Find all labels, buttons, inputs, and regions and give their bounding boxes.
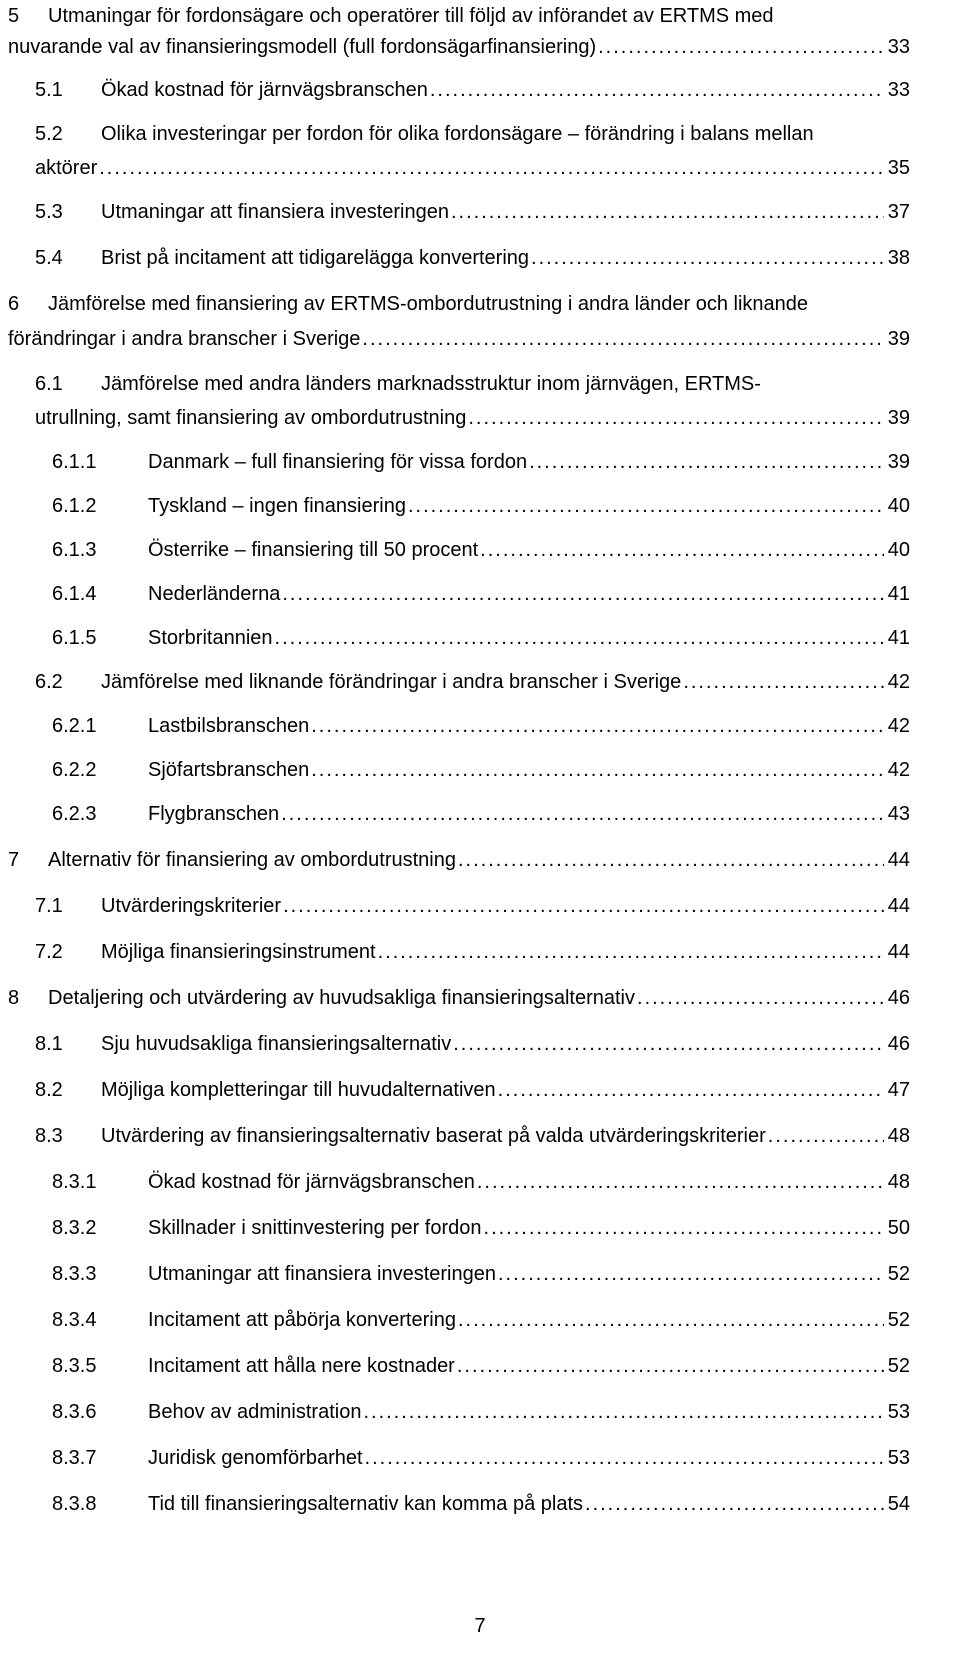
page-number-footer: 7	[474, 1615, 486, 1637]
toc-title: Behov av administration	[148, 1401, 362, 1423]
toc-title: Alternativ för finansiering av ombordutrustning	[48, 849, 456, 871]
toc-leader	[282, 580, 883, 608]
toc-number: 6.2.3	[52, 803, 97, 825]
toc-leader	[585, 1490, 884, 1518]
toc-leader	[468, 404, 883, 432]
toc-number: 6.2.2	[52, 759, 97, 781]
toc-page: 48	[887, 1171, 910, 1193]
toc-number: 8.3.3	[52, 1263, 97, 1285]
toc-leader	[275, 624, 884, 652]
toc-title: Österrike – finansiering till 50 procent	[148, 539, 479, 561]
toc-leader	[311, 712, 884, 740]
toc-leader	[378, 938, 884, 966]
toc-leader	[457, 1352, 884, 1380]
toc-page: 44	[887, 895, 910, 917]
toc-number: 8.3.6	[52, 1401, 97, 1423]
toc-number: 6.1.4	[52, 583, 97, 605]
toc-title: Danmark – full finansiering för vissa fordon	[148, 451, 528, 473]
toc-leader	[458, 1306, 884, 1334]
toc-leader	[529, 448, 884, 476]
toc-leader	[408, 492, 884, 520]
toc-number: 5.1	[35, 79, 63, 101]
toc-number: 5.2	[35, 123, 63, 145]
toc-title: Utmaningar att finansiera investeringen	[101, 201, 449, 223]
toc-title-line2: nuvarande val av finansieringsmodell (full fordonsägarfinansiering)	[8, 36, 597, 58]
toc-page: 39	[887, 328, 910, 350]
toc-page: 39	[887, 451, 910, 473]
toc-leader	[99, 154, 884, 182]
toc-title: Juridisk genomförbarhet	[148, 1447, 363, 1469]
toc-page: 44	[887, 849, 910, 871]
toc-title: Tid till finansieringsalternativ kan komma på plats	[148, 1493, 584, 1515]
toc-leader	[498, 1260, 884, 1288]
toc-title-line2: aktörer	[35, 157, 98, 179]
toc-page: 52	[887, 1263, 910, 1285]
toc-page: 33	[887, 79, 910, 101]
toc-page: 42	[887, 759, 910, 781]
toc-number: 8.3.5	[52, 1355, 97, 1377]
toc-leader	[281, 800, 884, 828]
toc-page: 52	[887, 1309, 910, 1331]
toc-number: 7.1	[35, 895, 63, 917]
toc-title: Utvärderingskriterier	[101, 895, 282, 917]
toc-number: 7	[8, 849, 20, 871]
toc-leader	[484, 1214, 884, 1242]
toc-page: 41	[887, 583, 910, 605]
toc-title-line1: Jämförelse med andra länders marknadsstruktur inom järnvägen, ERTMS-	[101, 373, 761, 395]
toc-number: 6.2.1	[52, 715, 97, 737]
toc-title: Flygbranschen	[148, 803, 280, 825]
toc-page: 39	[887, 407, 910, 429]
toc-title: Nederländerna	[148, 583, 281, 605]
toc-leader	[458, 846, 884, 874]
toc-title: Incitament att påbörja konvertering	[148, 1309, 456, 1331]
toc-page: 53	[887, 1447, 910, 1469]
toc-number: 8.1	[35, 1033, 63, 1055]
toc-page: 40	[887, 495, 910, 517]
toc-number: 8.3.1	[52, 1171, 97, 1193]
toc-page: 48	[887, 1125, 910, 1147]
toc-leader	[365, 1444, 884, 1472]
toc-number: 5.4	[35, 247, 63, 269]
toc-page: 46	[887, 987, 910, 1009]
toc-number: 8.3.7	[52, 1447, 97, 1469]
toc-title: Sju huvudsakliga finansieringsalternativ	[101, 1033, 452, 1055]
toc-number: 6	[8, 293, 20, 315]
toc-title: Ökad kostnad för järnvägsbranschen	[101, 79, 428, 101]
toc-title: Möjliga kompletteringar till huvudalternativen	[101, 1079, 496, 1101]
toc-page: 41	[887, 627, 910, 649]
toc-page: 42	[887, 715, 910, 737]
toc-page: 40	[887, 539, 910, 561]
toc-leader	[311, 756, 884, 784]
toc-page: 35	[887, 157, 910, 179]
toc-title: Brist på incitament att tidigarelägga konvertering	[101, 247, 530, 269]
toc-number: 6.2	[35, 671, 63, 693]
toc-page: 44	[887, 941, 910, 963]
toc-title: Lastbilsbranschen	[148, 715, 310, 737]
toc-title: Storbritannien	[148, 627, 273, 649]
toc-number: 5.3	[35, 201, 63, 223]
toc-leader	[477, 1168, 884, 1196]
toc-page: 46	[887, 1033, 910, 1055]
toc-leader	[363, 1398, 883, 1426]
toc-number: 8.2	[35, 1079, 63, 1101]
toc-page: 52	[887, 1355, 910, 1377]
toc-leader	[453, 1030, 884, 1058]
toc-number: 6.1.5	[52, 627, 97, 649]
toc-page: 43	[887, 803, 910, 825]
toc-page: 42	[887, 671, 910, 693]
toc-title: Sjöfartsbranschen	[148, 759, 310, 781]
toc-leader	[498, 1076, 884, 1104]
toc-title-line1: Olika investeringar per fordon för olika fordonsägare – förändring i balans mellan	[101, 123, 814, 145]
toc-leader	[283, 892, 884, 920]
toc-leader	[598, 33, 884, 61]
toc-title-line1: Utmaningar för fordonsägare och operatörer till följd av införandet av ERTMS med	[48, 5, 774, 27]
toc-title: Tyskland – ingen finansiering	[148, 495, 406, 517]
toc-title: Möjliga finansieringsinstrument	[101, 941, 376, 963]
toc-title: Utvärdering av finansieringsalternativ baserat på valda utvärderingskriterier	[101, 1125, 766, 1147]
toc-page: 47	[887, 1079, 910, 1101]
toc-leader	[430, 76, 884, 104]
toc-number: 6.1.3	[52, 539, 97, 561]
toc-number: 6.1.2	[52, 495, 97, 517]
toc-title: Ökad kostnad för järnvägsbranschen	[148, 1171, 475, 1193]
toc-leader	[480, 536, 884, 564]
toc-page: 54	[887, 1493, 910, 1515]
toc-number: 8.3.8	[52, 1493, 97, 1515]
toc-number: 7.2	[35, 941, 63, 963]
toc-leader	[362, 325, 883, 353]
toc-title: Skillnader i snittinvestering per fordon	[148, 1217, 482, 1239]
toc-leader	[768, 1122, 884, 1150]
toc-title: Incitament att hålla nere kostnader	[148, 1355, 455, 1377]
toc-title: Utmaningar att finansiera investeringen	[148, 1263, 496, 1285]
toc-number: 6.1	[35, 373, 63, 395]
toc-title-line2: förändringar i andra branscher i Sverige	[8, 328, 361, 350]
toc-title: Detaljering och utvärdering av huvudsakliga finansieringsalternativ	[48, 987, 636, 1009]
toc-page: 33	[887, 36, 910, 58]
toc-page: 50	[887, 1217, 910, 1239]
toc-page: 38	[887, 247, 910, 269]
toc-number: 6.1.1	[52, 451, 97, 473]
toc-page: 53	[887, 1401, 910, 1423]
toc-leader	[637, 984, 884, 1012]
toc-leader	[683, 668, 883, 696]
toc-page: 37	[887, 201, 910, 223]
toc-title: Jämförelse med liknande förändringar i andra branscher i Sverige	[101, 671, 682, 693]
toc-leader	[451, 198, 884, 226]
toc-number: 8	[8, 987, 20, 1009]
toc-number: 8.3.2	[52, 1217, 97, 1239]
toc-number: 8.3	[35, 1125, 63, 1147]
toc-title-line1: Jämförelse med finansiering av ERTMS-ombordutrustning i andra länder och liknande	[48, 293, 809, 315]
toc-number: 5	[8, 5, 20, 27]
toc-number: 8.3.4	[52, 1309, 97, 1331]
toc-title-line2: utrullning, samt finansiering av ombordutrustning	[35, 407, 467, 429]
toc-leader	[531, 244, 884, 272]
